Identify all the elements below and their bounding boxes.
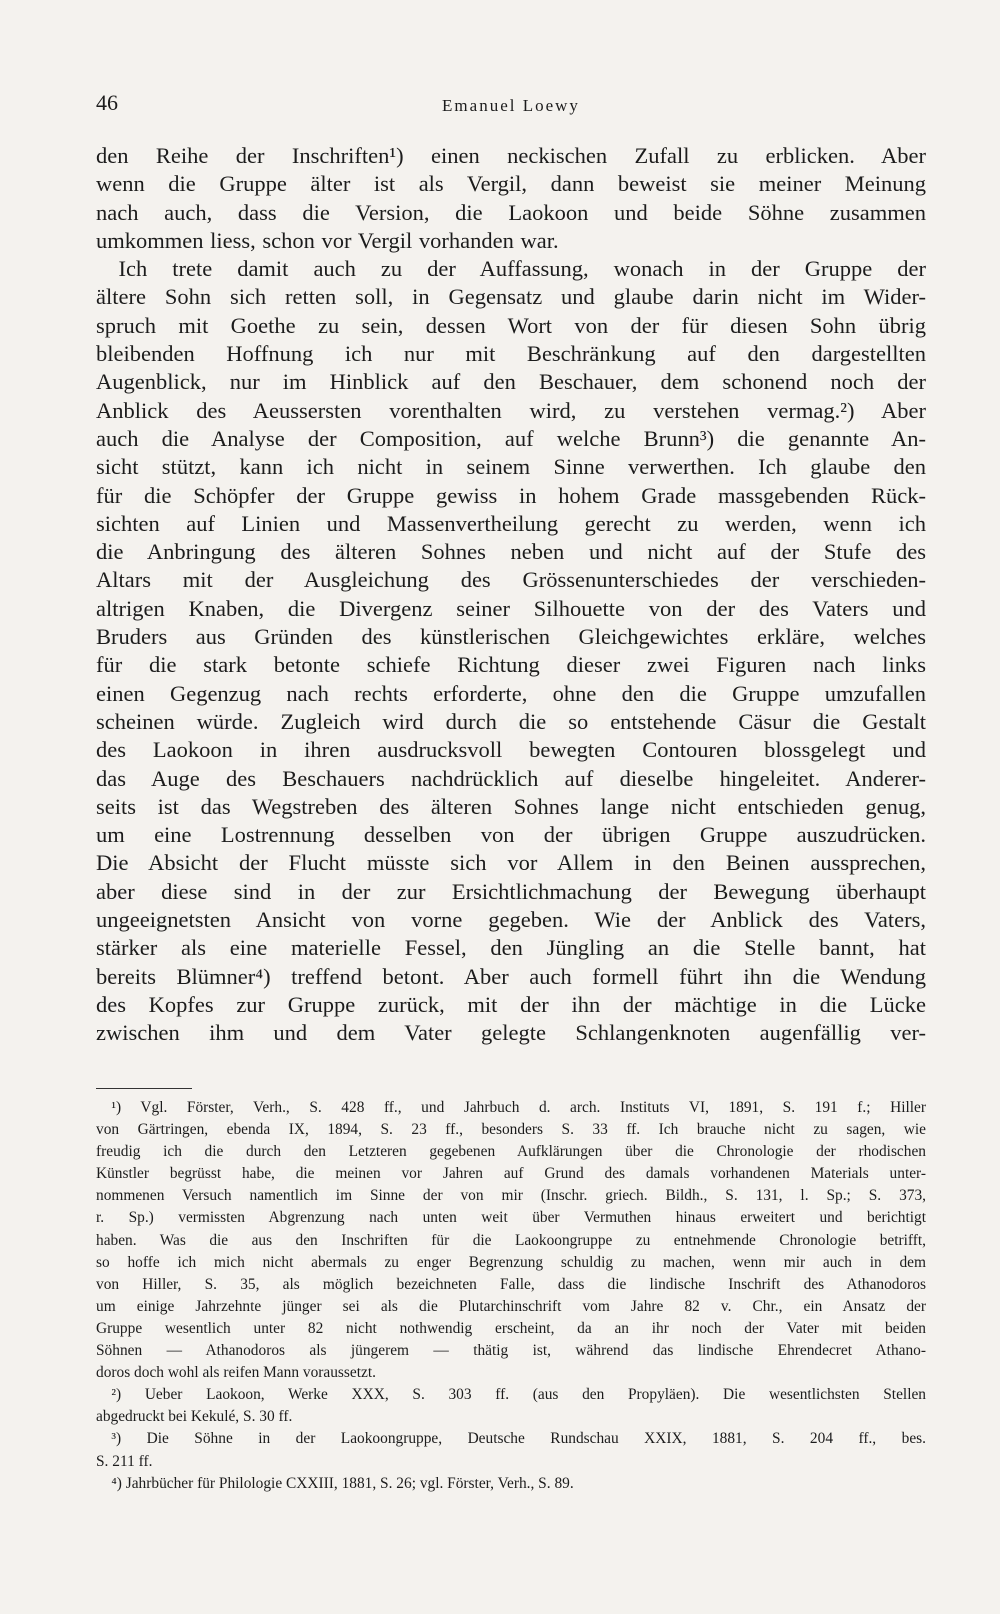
text-line: zwischen ihm und dem Vater gelegte Schlangenknoten augenfällig ver- [96,1020,926,1046]
footnote-line: nommenen Versuch namentlich im Sinne der von mir (Inschr. griech. Bildh., S. 131, l. Sp.; S. 373, [96,1187,926,1205]
text-line: Augenblick, nur im Hinblick auf den Beschauer, dem schonend noch der [96,369,926,395]
footnote-line: ³) Die Söhne in der Laokoongruppe, Deutsche Rundschau XXIX, 1881, S. 204 ff., bes. [96,1430,926,1448]
text-line: für die stark betonte schiefe Richtung dieser zwei Figuren nach links [96,652,926,678]
text-line: ältere Sohn sich retten soll, in Gegensatz und glaube darin nicht im Wider- [96,284,926,310]
footnote-line: von Gärtringen, ebenda IX, 1894, S. 23 ff., besonders S. 33 ff. Ich brauche nicht zu sagen, wie [96,1121,926,1139]
text-line: spruch mit Goethe zu sein, dessen Wort von der für diesen Sohn übrig [96,312,926,338]
text-line: umkommen liess, schon vor Vergil vorhanden war. [96,227,559,253]
footnote-line: freudig ich die durch den Letzteren gegebenen Aufklärungen über die Chronologie der rhodischen [96,1143,926,1161]
footnote-line: ²) Ueber Laokoon, Werke XXX, S. 303 ff. (aus den Propyläen). Die wesentlichsten Stellen [96,1386,926,1404]
text-line: für die Schöpfer der Gruppe gewiss in hohem Grade massgebenden Rück- [96,482,926,508]
text-line: auch die Analyse der Composition, auf welche Brunn³) die genannte An- [96,425,926,451]
text-line: aber diese sind in der zur Ersichtlichmachung der Bewegung überhaupt [96,878,926,904]
text-line: bereits Blümner⁴) treffend betont. Aber auch formell führt ihn die Wendung [96,963,926,989]
text-line: altrigen Knaben, die Divergenz seiner Silhouette von der des Vaters und [96,595,926,621]
text-line: einen Gegenzug nach rechts erforderte, ohne den die Gruppe umzufallen [96,680,926,706]
text-line: den Reihe der Inschriften¹) einen neckischen Zufall zu erblicken. Aber [96,143,926,168]
text-line: seits ist das Wegstreben des älteren Sohnes lange nicht entschieden genug, [96,793,926,819]
footnote-line: doros doch wohl als reifen Mann voraussetzt. [96,1364,376,1382]
text-line: bleibenden Hoffnung ich nur mit Beschränkung auf den dargestellten [96,341,926,367]
text-line: die Anbringung des älteren Sohnes neben und nicht auf der Stufe des [96,539,926,565]
footnote-line: r. Sp.) vermissten Abgrenzung nach unten weit über Vermuthen hinaus erweitert und berichtigt [96,1209,926,1227]
footnotes [96,1097,926,1495]
text-line: nach auch, dass die Version, die Laokoon und beide Söhne zusammen [96,199,926,225]
footnote-line: Künstler begrüsst habe, die meinen vor Jahren auf Grund des damals vorhandenen Materials unter- [96,1165,926,1183]
text-line: des Laokoon in ihren ausdrucksvoll bewegten Contouren blossgelegt und [96,737,926,763]
footnote-line: so hoffe ich mich nicht abermals zu enger Begrenzung schuldig zu machen, wenn mir auch in dem [96,1253,926,1271]
text-line: des Kopfes zur Gruppe zurück, mit der ihn der mächtige in die Lücke [96,991,926,1017]
footnote-line: Söhnen — Athanodoros als jüngerem — thätig ist, während das lindische Ehrendecret Athano- [96,1342,926,1360]
text-line: Bruders aus Gründen des künstlerischen Gleichgewichtes erkläre, welches [96,624,926,650]
text-line: wenn die Gruppe älter ist als Vergil, dann beweist sie meiner Meinung [96,171,926,197]
footnote-line: haben. Was die aus den Inschriften für die Laokoongruppe zu entnehmende Chronologie betrifft, [96,1231,926,1249]
footnote-line: S. 211 ff. [96,1452,153,1470]
text-line: stärker als eine materielle Fessel, den Jüngling an die Stelle bannt, hat [96,935,926,961]
page-header [96,90,926,130]
text-line: ungeeignetsten Ansicht von vorne gegeben. Wie der Anblick des Vaters, [96,907,926,933]
footnote-rule [96,1088,192,1089]
footnote-line: Gruppe wesentlich unter 82 nicht nothwendig erscheint, da an ihr noch der Vater mit beiden [96,1319,926,1337]
footnote-line: von Hiller, S. 35, als möglich bezeichneten Falle, dass die lindische Inschrift des Athanodoros [96,1275,926,1293]
text-line: um eine Lostrennung desselben von der übrigen Gruppe auszudrücken. [96,822,926,848]
running-title: Emanuel Loewy [442,96,580,115]
main-text [96,142,926,1048]
text-line: Die Absicht der Flucht müsste sich vor Allem in den Beinen aussprechen, [96,850,926,876]
text-line: sichten auf Linien und Massenvertheilung gerecht zu werden, wenn ich [96,510,926,536]
page-number: 46 [96,90,118,115]
text-line: Anblick des Aeussersten vorenthalten wird, zu verstehen vermag.²) Aber [96,397,926,423]
footnote-line: ⁴) Jahrbücher für Philologie CXXIII, 1881, S. 26; vgl. Förster, Verh., S. 89. [96,1474,574,1492]
text-line: das Auge des Beschauers nachdrücklich auf dieselbe hingeleitet. Anderer- [96,765,926,791]
text-line: Ich trete damit auch zu der Auffassung, wonach in der Gruppe der [96,256,926,282]
footnote-line: um einige Jahrzehnte jünger sei als die Plutarchinschrift vom Jahre 82 v. Chr., ein Ansatz der [96,1297,926,1315]
footnote-line: ¹) Vgl. Förster, Verh., S. 428 ff., und Jahrbuch d. arch. Instituts VI, 1891, S. 191 f.; Hiller [96,1099,926,1116]
footnote-line: abgedruckt bei Kekulé, S. 30 ff. [96,1408,293,1426]
text-line: Altars mit der Ausgleichung des Grössenunterschiedes der verschieden- [96,567,926,593]
text-line: sicht stützt, kann ich nicht in seinem Sinne verwerthen. Ich glaube den [96,454,926,480]
text-line: scheinen würde. Zugleich wird durch die so entstehende Cäsur die Gestalt [96,708,926,734]
